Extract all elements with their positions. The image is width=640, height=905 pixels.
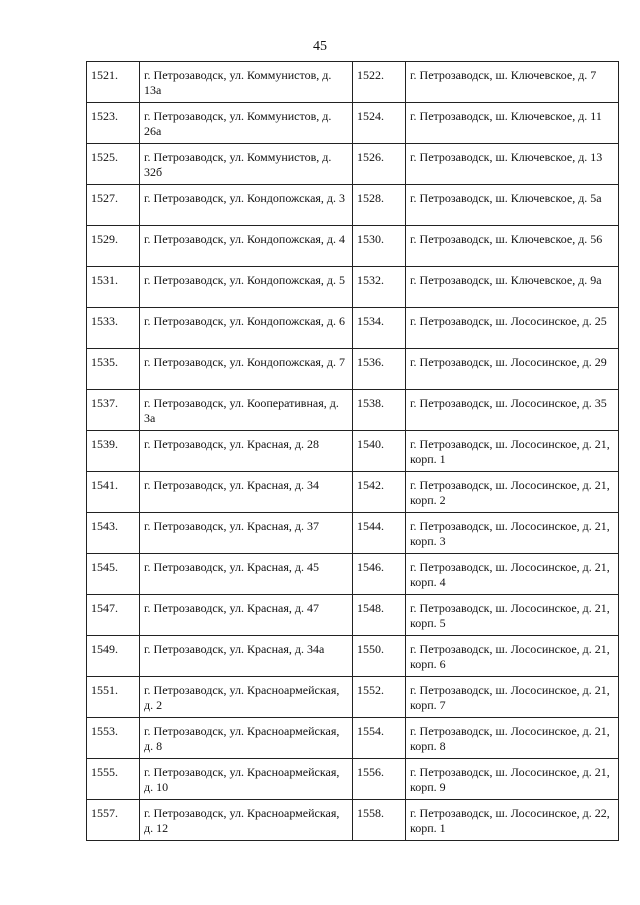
row-number: 1538.	[352, 390, 405, 431]
row-number: 1554.	[352, 718, 405, 759]
table-row	[87, 308, 619, 349]
address-cell: г. Петрозаводск, ш. Лососинское, д. 21, корп. 4	[405, 554, 618, 595]
row-number: 1558.	[352, 800, 405, 841]
row-number: 1552.	[352, 677, 405, 718]
row-number: 1541.	[87, 472, 140, 513]
row-number: 1528.	[352, 185, 405, 226]
address-cell: г. Петрозаводск, ш. Лососинское, д. 35	[405, 390, 618, 431]
address-cell: г. Петрозаводск, ул. Красная, д. 34а	[139, 636, 352, 677]
table-row	[87, 636, 619, 677]
table-row	[87, 390, 619, 431]
address-cell: г. Петрозаводск, ш. Лососинское, д. 29	[405, 349, 618, 390]
row-number: 1553.	[87, 718, 140, 759]
table-row	[87, 677, 619, 718]
table-row	[87, 267, 619, 308]
row-number: 1556.	[352, 759, 405, 800]
address-cell: г. Петрозаводск, ш. Ключевское, д. 7	[405, 62, 618, 103]
row-number: 1530.	[352, 226, 405, 267]
row-number: 1535.	[87, 349, 140, 390]
address-cell: г. Петрозаводск, ш. Лососинское, д. 21, корп. 7	[405, 677, 618, 718]
table-row	[87, 554, 619, 595]
address-cell: г. Петрозаводск, ул. Кондопожская, д. 5	[139, 267, 352, 308]
address-cell: г. Петрозаводск, ул. Красная, д. 28	[139, 431, 352, 472]
row-number: 1557.	[87, 800, 140, 841]
address-cell: г. Петрозаводск, ул. Красноармейская, д. 8	[139, 718, 352, 759]
row-number: 1550.	[352, 636, 405, 677]
address-cell: г. Петрозаводск, ул. Коммунистов, д. 26а	[139, 103, 352, 144]
table-row	[87, 349, 619, 390]
row-number: 1545.	[87, 554, 140, 595]
row-number: 1546.	[352, 554, 405, 595]
row-number: 1542.	[352, 472, 405, 513]
address-cell: г. Петрозаводск, ш. Ключевское, д. 5а	[405, 185, 618, 226]
row-number: 1551.	[87, 677, 140, 718]
row-number: 1534.	[352, 308, 405, 349]
address-cell: г. Петрозаводск, ул. Кооперативная, д. 3а	[139, 390, 352, 431]
address-cell: г. Петрозаводск, ул. Кондопожская, д. 7	[139, 349, 352, 390]
address-cell: г. Петрозаводск, ш. Ключевское, д. 13	[405, 144, 618, 185]
address-cell: г. Петрозаводск, ш. Лососинское, д. 25	[405, 308, 618, 349]
address-cell: г. Петрозаводск, ш. Лососинское, д. 21, корп. 5	[405, 595, 618, 636]
address-cell: г. Петрозаводск, ш. Ключевское, д. 56	[405, 226, 618, 267]
address-cell: г. Петрозаводск, ул. Красная, д. 34	[139, 472, 352, 513]
table-row	[87, 226, 619, 267]
address-cell: г. Петрозаводск, ул. Красная, д. 45	[139, 554, 352, 595]
address-cell: г. Петрозаводск, ш. Лососинское, д. 21, корп. 3	[405, 513, 618, 554]
row-number: 1523.	[87, 103, 140, 144]
row-number: 1532.	[352, 267, 405, 308]
row-number: 1544.	[352, 513, 405, 554]
table-row	[87, 759, 619, 800]
table-row	[87, 431, 619, 472]
table-row	[87, 800, 619, 841]
address-table	[86, 61, 619, 841]
row-number: 1536.	[352, 349, 405, 390]
row-number: 1521.	[87, 62, 140, 103]
row-number: 1539.	[87, 431, 140, 472]
address-cell: г. Петрозаводск, ул. Кондопожская, д. 6	[139, 308, 352, 349]
row-number: 1537.	[87, 390, 140, 431]
address-cell: г. Петрозаводск, ул. Красноармейская, д. 10	[139, 759, 352, 800]
address-cell: г. Петрозаводск, ш. Ключевское, д. 9а	[405, 267, 618, 308]
address-cell: г. Петрозаводск, ул. Красная, д. 37	[139, 513, 352, 554]
page-number: 45	[313, 39, 327, 54]
row-number: 1533.	[87, 308, 140, 349]
address-cell: г. Петрозаводск, ш. Ключевское, д. 11	[405, 103, 618, 144]
address-cell: г. Петрозаводск, ул. Коммунистов, д. 13а	[139, 62, 352, 103]
table-row	[87, 513, 619, 554]
row-number: 1527.	[87, 185, 140, 226]
row-number: 1549.	[87, 636, 140, 677]
address-cell: г. Петрозаводск, ул. Красноармейская, д. 2	[139, 677, 352, 718]
address-cell: г. Петрозаводск, ул. Красноармейская, д. 12	[139, 800, 352, 841]
row-number: 1529.	[87, 226, 140, 267]
table-row	[87, 185, 619, 226]
address-cell: г. Петрозаводск, ш. Лососинское, д. 21, корп. 9	[405, 759, 618, 800]
row-number: 1547.	[87, 595, 140, 636]
table-row	[87, 144, 619, 185]
address-cell: г. Петрозаводск, ул. Коммунистов, д. 32б	[139, 144, 352, 185]
table-row	[87, 595, 619, 636]
table-body	[87, 62, 619, 841]
address-cell: г. Петрозаводск, ш. Лососинское, д. 21, корп. 6	[405, 636, 618, 677]
row-number: 1526.	[352, 144, 405, 185]
address-cell: г. Петрозаводск, ул. Кондопожская, д. 4	[139, 226, 352, 267]
address-cell: г. Петрозаводск, ш. Лососинское, д. 21, корп. 8	[405, 718, 618, 759]
row-number: 1522.	[352, 62, 405, 103]
row-number: 1531.	[87, 267, 140, 308]
table-row	[87, 62, 619, 103]
address-cell: г. Петрозаводск, ул. Красная, д. 47	[139, 595, 352, 636]
row-number: 1555.	[87, 759, 140, 800]
address-cell: г. Петрозаводск, ш. Лососинское, д. 21, корп. 2	[405, 472, 618, 513]
address-cell: г. Петрозаводск, ш. Лососинское, д. 21, корп. 1	[405, 431, 618, 472]
table-row	[87, 718, 619, 759]
row-number: 1525.	[87, 144, 140, 185]
table-row	[87, 103, 619, 144]
table-row	[87, 472, 619, 513]
row-number: 1540.	[352, 431, 405, 472]
row-number: 1543.	[87, 513, 140, 554]
row-number: 1548.	[352, 595, 405, 636]
address-cell: г. Петрозаводск, ул. Кондопожская, д. 3	[139, 185, 352, 226]
address-cell: г. Петрозаводск, ш. Лососинское, д. 22, корп. 1	[405, 800, 618, 841]
row-number: 1524.	[352, 103, 405, 144]
